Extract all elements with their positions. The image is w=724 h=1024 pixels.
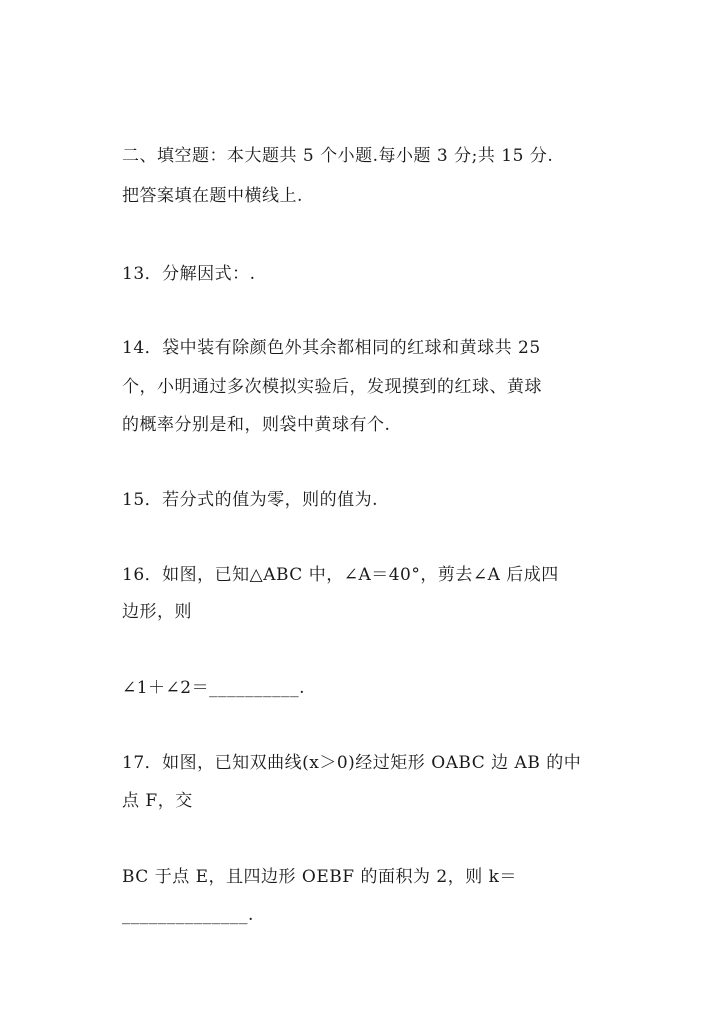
question-14-line-1: 14．袋中装有除颜色外其余都相同的红球和黄球共 25: [122, 338, 541, 358]
question-17-line-2: 点 F，交: [122, 791, 193, 811]
question-16-line-3: ∠1＋∠2＝__________.: [122, 678, 306, 698]
question-16-line-1: 16．如图，已知△ABC 中，∠A＝40°，剪去∠A 后成四: [122, 565, 559, 585]
question-15-line-1: 15．若分式的值为零，则的值为.: [122, 490, 379, 510]
section-heading-line-2: 把答案填在题中横线上.: [122, 186, 303, 206]
question-13-line-1: 13．分解因式：.: [122, 264, 256, 284]
question-17-line-1: 17．如图，已知双曲线(x＞0)经过矩形 OABC 边 AB 的中: [122, 753, 582, 773]
question-14-line-3: 的概率分别是和，则袋中黄球有个.: [122, 415, 391, 435]
question-14-line-2: 个，小明通过多次模拟实验后，发现摸到的红球、黄球: [122, 377, 542, 397]
section-heading-line-1: 二、填空题：本大题共 5 个小题.每小题 3 分;共 15 分.: [122, 146, 554, 166]
question-16-line-2: 边形，则: [122, 602, 192, 622]
question-17-line-3: BC 于点 E，且四边形 OEBF 的面积为 2，则 k＝: [122, 867, 517, 887]
question-17-line-4: ______________.: [122, 905, 254, 925]
